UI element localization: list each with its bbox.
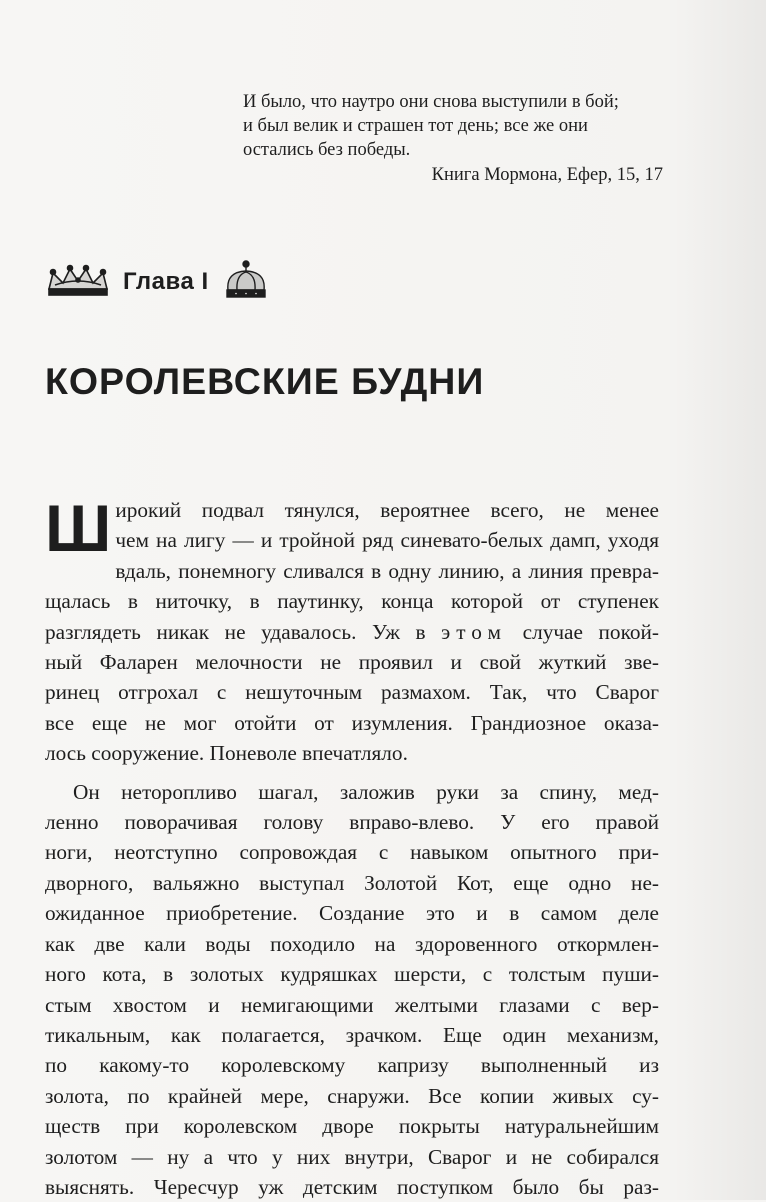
text-line: вдаль, понемногу сливался в одну линию, а линия превра-	[115, 558, 659, 583]
epigraph-line: остались без победы.	[243, 140, 411, 160]
chapter-heading	[45, 262, 269, 302]
text-line: чем на лигу — и тройной ряд синевато-белых дамп, уходя	[115, 528, 659, 553]
text-line: выяснять. Чересчур уж детским поступком было бы раз-	[45, 1174, 659, 1199]
crown-icon	[45, 263, 111, 302]
text-line: ществ при королевском дворе покрыты натуральнейшим	[45, 1114, 659, 1139]
text-line: золота, по крайней мере, снаружи. Все копии живых су-	[45, 1083, 659, 1108]
epigraph-line: и был велик и страшен тот день; все же они	[243, 116, 588, 136]
text-line: тикальным, как полагается, зрачком. Еще один механизм,	[45, 1022, 659, 1047]
paragraph	[45, 777, 659, 1202]
text-fragment: случае покой-	[507, 619, 659, 644]
text-line: ирокий подвал тянулся, вероятнее всего, не менее	[115, 498, 659, 522]
spaced-word: этом	[441, 619, 508, 644]
text-line: стым хвостом и немигающими желтыми глазами с вер-	[45, 992, 659, 1017]
text-line: ный Фаларен мелочности не проявил и свой жуткий зве-	[45, 650, 659, 675]
drop-cap: Ш	[45, 491, 112, 565]
epigraph-line: И было, что наутро они снова выступили в бой;	[243, 92, 619, 112]
text-line: все еще не мог отойти от изумления. Грандиозное оказа-	[45, 710, 659, 735]
text-line: лось сооружение. Поневоле впечатляло.	[45, 741, 408, 766]
text-line: ноги, неотступно сопровождая с навыком опытного при-	[45, 840, 659, 865]
body-text	[45, 491, 659, 1202]
text-line: ного кота, в золотых кудряшках шерсти, с толстым пуши-	[45, 962, 659, 987]
text-line: ленно поворачивая голову вправо-влево. У его правой	[45, 810, 659, 835]
royal-crown-icon	[223, 260, 269, 305]
text-line: щалась в ниточку, в паутинку, конца которой от ступенек	[45, 589, 659, 614]
text-line: ожиданное приобретение. Создание это и в самом деле	[45, 901, 659, 926]
epigraph	[243, 90, 663, 187]
text-fragment: разглядеть никак не удавалось. Уж в	[45, 619, 442, 644]
text-line: золотом — ну а что у них внутри, Сварог и не собирался	[45, 1144, 659, 1169]
chapter-title: КОРОЛЕВСКИЕ БУДНИ	[45, 360, 485, 402]
paragraph	[45, 491, 659, 769]
text-line: как две кали воды походило на здоровенного откормлен-	[45, 931, 659, 956]
text-line	[45, 617, 659, 647]
epigraph-source: Книга Мормона, Ефер, 15, 17	[431, 165, 663, 185]
chapter-label: Глава I	[123, 268, 209, 295]
text-line: ринец отгрохал с нешуточным размахом. Так, что Сварог	[45, 680, 659, 705]
text-line: Он неторопливо шагал, заложив руки за спину, мед-	[73, 779, 659, 804]
text-line: дворного, вальяжно выступал Золотой Кот, еще одно не-	[45, 870, 659, 895]
text-line: по какому-то королевскому капризу выполненный из	[45, 1053, 659, 1078]
